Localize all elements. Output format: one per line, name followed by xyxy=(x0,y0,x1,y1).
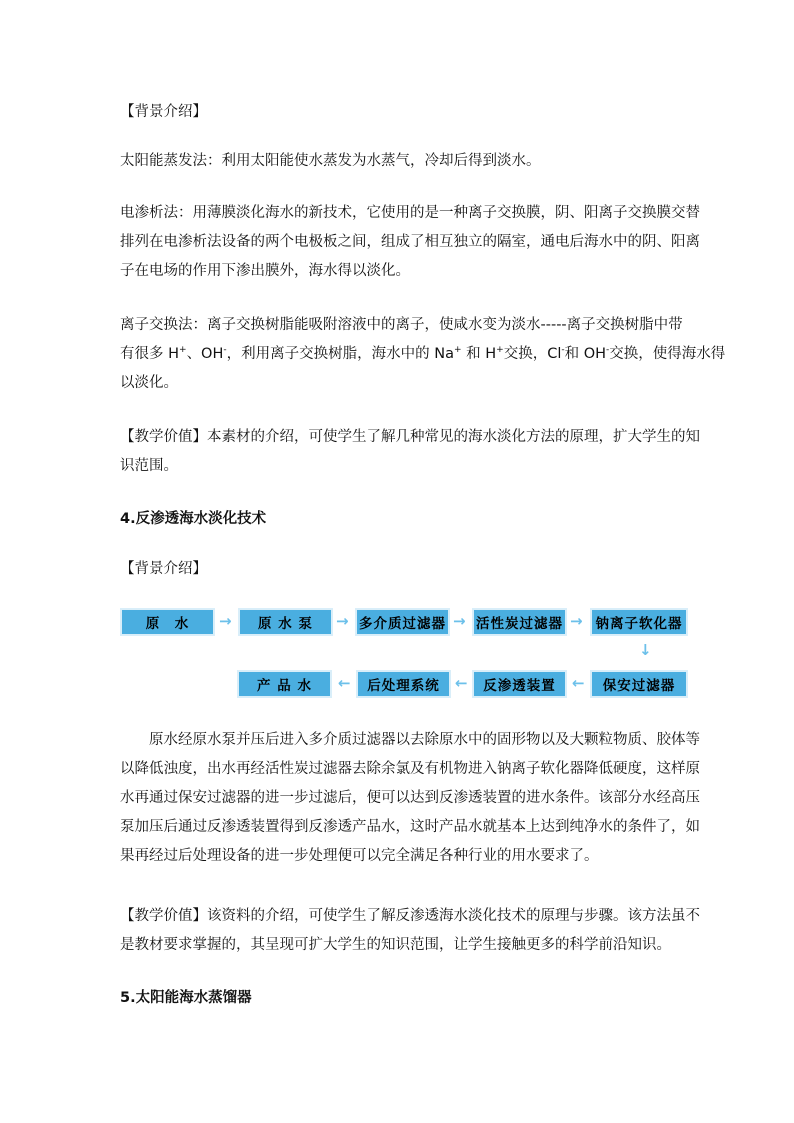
flow-arrow-right: → xyxy=(570,612,583,630)
flow-arrow-left: ← xyxy=(572,674,585,692)
flow-arrow-right: → xyxy=(219,612,232,630)
text-line: 果再经过后处理设备的进一步处理便可以完全满足各种行业的用水要求了。 xyxy=(120,848,599,864)
text-line: 子在电场的作用下渗出膜外，海水得以淡化。 xyxy=(120,263,410,279)
flow-arrow-left: ← xyxy=(338,674,351,692)
section-heading-solar-still: 5.太阳能海水蒸馏器 xyxy=(120,990,252,1006)
text-line: 【教学价值】本素材的介绍，可使学生了解几种常见的海水淡化方法的原理，扩大学生的知 xyxy=(120,429,700,445)
flow-box-activated-carbon-filter: 活性炭过滤器 xyxy=(472,608,567,636)
flow-box-raw-water-pump: 原 水 泵 xyxy=(238,608,333,636)
text-line: 有很多 H+、OH-，利用离子交换树脂，海水中的 Na+ 和 H+交换，Cl-和 OH-交换，使得海水得 xyxy=(120,345,726,362)
flow-box-product-water: 产 品 水 xyxy=(237,670,332,698)
flow-arrow-right: → xyxy=(336,612,349,630)
flow-box-sodium-softener: 钠离子软化器 xyxy=(590,608,688,636)
text-line: 水再通过保安过滤器的进一步过滤后，便可以达到反渗透装置的进水条件。该部分水经高压 xyxy=(120,790,700,806)
flow-arrow-down: ↓ xyxy=(639,641,652,659)
text-line: 电渗析法：用薄膜淡化海水的新技术，它使用的是一种离子交换膜，阴、阳离子交换膜交替 xyxy=(120,205,700,221)
reverse-osmosis-description-paragraph xyxy=(120,726,700,871)
text-line: 是教材要求掌握的，其呈现可扩大学生的知识范围，让学生接触更多的科学前沿知识。 xyxy=(120,937,671,953)
background-intro-label-2: 【背景介绍】 xyxy=(120,561,207,577)
text-line: 泵加压后通过反渗透装置得到反渗透产品水，这时产品水就基本上达到纯净水的条件了，如 xyxy=(120,819,700,835)
text-line: 以降低浊度，出水再经活性炭过滤器去除余氯及有机物进入钠离子软化器降低硬度，这样原 xyxy=(120,761,700,777)
text-line: 排列在电渗析法设备的两个电极板之间，组成了相互独立的隔室，通电后海水中的阴、阳离 xyxy=(120,234,700,250)
text-line: 识范围。 xyxy=(120,458,178,474)
text-line: 【教学价值】该资料的介绍，可使学生了解反渗透海水淡化技术的原理与步骤。该方法虽不 xyxy=(120,908,700,924)
flow-box-reverse-osmosis-device: 反渗透装置 xyxy=(472,670,567,698)
flow-arrow-right: → xyxy=(453,612,466,630)
teaching-value-paragraph-1 xyxy=(120,423,700,481)
ion-exchange-paragraph xyxy=(120,311,726,398)
text-line: 以淡化。 xyxy=(120,375,178,391)
flow-box-raw-water: 原 水 xyxy=(120,608,215,636)
flow-box-multimedia-filter: 多介质过滤器 xyxy=(355,608,450,636)
text-line: 原水经原水泵并压后进入多介质过滤器以去除原水中的固形物以及大颗粒物质、胶体等 xyxy=(149,732,700,748)
flow-arrow-left: ← xyxy=(455,674,468,692)
flow-box-post-treatment-system: 后处理系统 xyxy=(356,670,451,698)
solar-evaporation-paragraph: 太阳能蒸发法：利用太阳能使水蒸发为水蒸气，冷却后得到淡水。 xyxy=(120,153,541,169)
section-heading-reverse-osmosis: 4.反渗透海水淡化技术 xyxy=(120,511,267,527)
background-intro-label-1: 【背景介绍】 xyxy=(120,104,207,120)
teaching-value-paragraph-2 xyxy=(120,902,700,960)
text-line: 离子交换法：离子交换树脂能吸附溶液中的离子，使咸水变为淡水-----离子交换树脂中带 xyxy=(120,317,683,333)
electrodialysis-paragraph xyxy=(120,199,700,286)
flow-box-security-filter: 保安过滤器 xyxy=(590,670,688,698)
